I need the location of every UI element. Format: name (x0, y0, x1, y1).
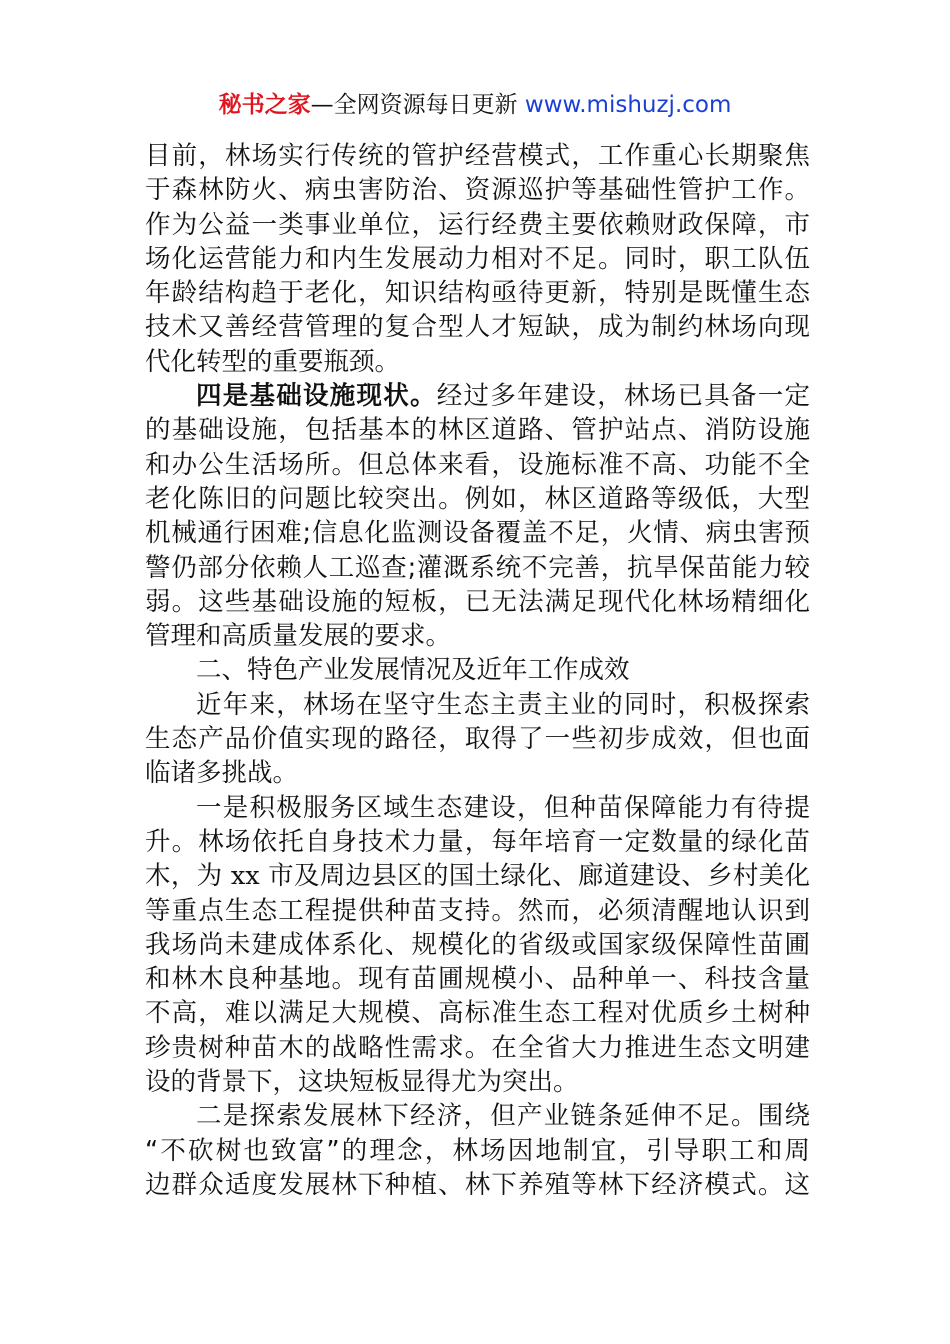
text-line: 珍贵树种苗木的战略性需求。在全省大力推进生态文明建 (145, 1032, 810, 1063)
text-line: 和林木良种基地。现有苗圃规模小、品种单一、科技含量 (145, 964, 810, 995)
text-segment: 市及周边县区的国土绿化、廊道建设、乡村美化 (259, 861, 810, 892)
text-line: 作为公益一类事业单位，运行经费主要依赖财政保障，市 (145, 209, 810, 240)
text-line: 警仍部分依赖人工巡查;灌溉系统不完善，抗旱保苗能力较 (145, 552, 810, 583)
text-line: 的基础设施，包括基本的林区道路、管护站点、消防设施 (145, 415, 810, 446)
text-line: 临诸多挑战。 (145, 758, 299, 789)
text-line: 老化陈旧的问题比较突出。例如，林区道路等级低，大型 (145, 483, 810, 514)
text-line: “不砍树也致富”的理念，林场因地制宜，引导职工和周 (145, 1135, 810, 1166)
text-line: 升。林场依托自身技术力量，每年培育一定数量的绿化苗 (145, 826, 810, 857)
section-heading: 二、特色产业发展情况及近年工作成效 (196, 655, 630, 686)
site-brand: 秘书之家 (218, 92, 311, 118)
text-line: 一是积极服务区域生态建设，但种苗保障能力有待提 (196, 792, 810, 823)
text-line: 等重点生态工程提供种苗支持。然而，必须清醒地认识到 (145, 895, 810, 926)
site-header (0, 88, 950, 122)
text-line: 弱。这些基础设施的短板，已无法满足现代化林场精细化 (145, 586, 810, 617)
text-line: 二是探索发展林下经济，但产业链条延伸不足。围绕 (196, 1101, 810, 1132)
text-segment: xx (230, 861, 260, 892)
text-line (145, 859, 810, 893)
text-line: 生态产品价值实现的路径，取得了一些初步成效，但也面 (145, 724, 810, 755)
text-line: 场化运营能力和内生发展动力相对不足。同时，职工队伍 (145, 243, 810, 274)
text-line: 于森林防火、病虫害防治、资源巡护等基础性管护工作。 (145, 175, 810, 206)
paragraph-first-line (145, 379, 810, 413)
text-line: 管理和高质量发展的要求。 (145, 621, 452, 652)
text-line: 机械通行困难;信息化监测设备覆盖不足，火情、病虫害预 (145, 518, 810, 549)
text-line: 近年来，林场在坚守生态主责主业的同时，积极探索 (196, 689, 810, 720)
text-line: 不高，难以满足大规模、高标准生态工程对优质乡土树种 (145, 998, 810, 1029)
text-line: 技术又善经营管理的复合型人才短缺，成为制约林场向现 (145, 312, 810, 343)
site-url-link[interactable]: www.mishuzj.com (524, 92, 732, 118)
paragraph-lead-text: 经过多年建设，林场已具备一定 (436, 381, 810, 412)
text-line: 和办公生活场所。但总体来看，设施标准不高、功能不全 (145, 449, 810, 480)
text-line: 目前，林场实行传统的管护经营模式，工作重心长期聚焦 (145, 141, 810, 171)
text-line: 年龄结构趋于老化，知识结构亟待更新，特别是既懂生态 (145, 278, 810, 309)
text-line: 设的背景下，这块短板显得尤为突出。 (145, 1067, 579, 1098)
text-line: 代化转型的重要瓶颈。 (145, 346, 401, 377)
paragraph-lead-heading: 四是基础设施现状。 (196, 381, 437, 412)
document-body (145, 139, 810, 1202)
text-line: 我场尚未建成体系化、规模化的省级或国家级保障性苗圃 (145, 929, 810, 960)
text-segment: 木，为 (145, 861, 231, 892)
text-line: 边群众适度发展林下种植、林下养殖等林下经济模式。这 (145, 1169, 810, 1200)
header-tagline: —全网资源每日更新 (310, 92, 525, 118)
